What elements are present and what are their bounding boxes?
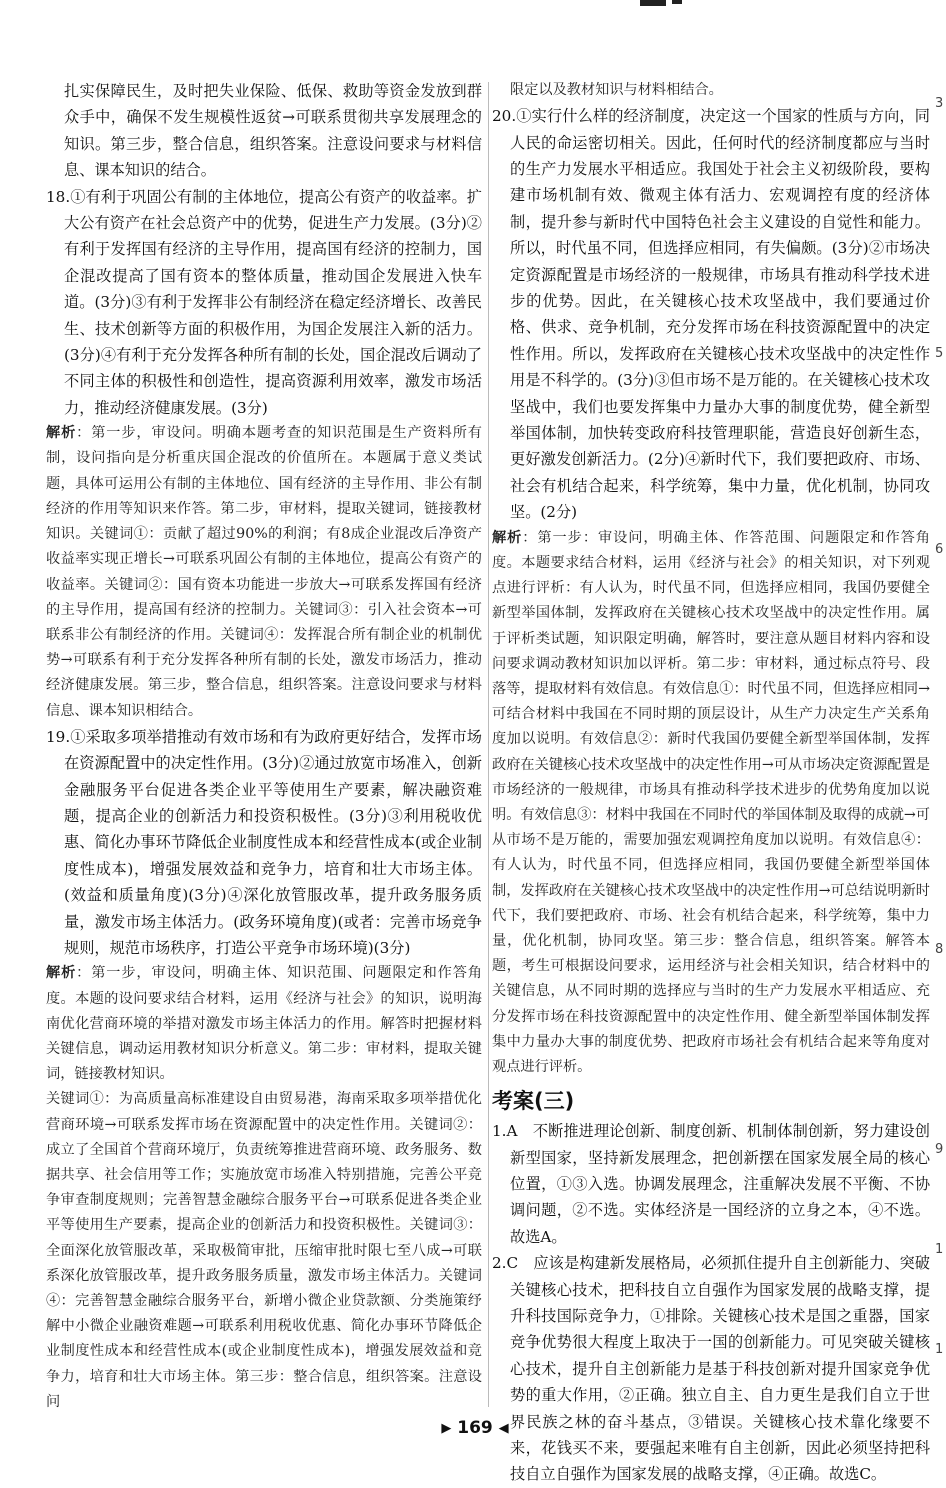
analysis-label: 解析 <box>46 425 77 442</box>
analysis-20 <box>492 526 930 1080</box>
answer-20: 20.①实行什么样的经济制度，决定这一个国家的性质与方向，同人民的命运密切相关。因此，任何时代的经济制度都应与当时的生产力发展水平相适应。我国处于社会主义初级阶段，要构建市场机制有效、微观主体有活力、宏观调控有度的经济体制，提升参与新时代中国特色社会主义建设的自觉性和能力。所以，时代虽不同，但选择应相同，有失偏颇。(3分)②市场决定资源配置是市场经济的一般规律，市场具有推动科学技术进步的优势。因此，在关键核心技术攻坚战中，我们要通过价格、供求、竞争机制，充分发挥市场在科技资源配置中的决定性作用。所以，发挥政府在关键核心技术攻坚战中的决定性作用是不科学的。(3分)③但市场不是万能的。在关键核心技术攻坚战中，我们也要发挥集中力量办大事的制度优势，健全新型举国体制，加快转变政府科技管理职能，营造良好创新生态，更好激发创新活力。(2分)④新时代下，我们要把政府、市场、社会有机结合起来，科学统筹，集中力量，优化机制，协同攻坚。(2分) <box>492 107 930 522</box>
analysis-18-text: ：第一步，审设问。明确本题考查的知识范围是生产资料所有制，设问指向是分析重庆国企混改的价值所在。本题属于意义类试题，具体可运用公有制的主体地位、国有经济的主导作用、非公有制经济的作用等知识来作答。第二步，审材料，提取关键词，链接教材知识。关键词①：贡献了超过90%的利润；有8成企业混改后净资产收益率实现正增长→可联系巩固公有制的主体地位，提高公有资产的收益率。关键词②：国有资本功能进一步放大→可联系发挥国有经济的主导作用，提高国有经济的控制力。关键词③：引入社会资本→可联系非公有制经济的作用。关键词④：发挥混合所有制企业的机制优势→可联系有利于充分发挥各种所有制的长处，激发市场活力，推动经济健康发展。第三步，整合信息，组织答案。注意设问要求与材料信息、课本知识相结合。 <box>46 425 482 719</box>
analysis-19-text: ：第一步，审设问，明确主体、知识范围、问题限定和作答角度。本题的设问要求结合材料，运用《经济与社会》的知识，说明海南优化营商环境的举措对激发市场主体活力的作用。解答时把握材料关键信息，调动运用教材知识分析意义。第二步：审材料，提取关键词，链接教材知识。 <box>46 965 482 1083</box>
edge-number: 1 <box>935 1342 944 1357</box>
edge-number: 5 <box>935 346 944 361</box>
right-triangle-icon: ▶ <box>441 1421 452 1436</box>
analysis-18 <box>46 421 482 723</box>
analysis-19 <box>46 961 482 1087</box>
right-column <box>492 78 930 1488</box>
page-number-value: 169 <box>457 1418 493 1438</box>
analysis-20-text: ：第一步：审设问，明确主体、作答范围、问题限定和作答角度。本题要求结合材料，运用《经济与社会》的相关知识，对下列观点进行评析：有人认为，时代虽不同，但选择应相同，我国仍要健全新型举国体制，发挥政府在关键核心技术攻坚战中的决定性作用。属于评析类试题，知识限定明确，解答时，要注意从题目材料内容和设问要求调动教材知识加以评析。第二步：审材料，通过标点符号、段落等，提取材料有效信息。有效信息①：时代虽不同，但选择应相同→可结合材料中我国在不同时期的顶层设计，从生产力决定生产关系角度加以说明。有效信息②：新时代我国仍要健全新型举国体制，发挥政府在关键核心技术攻坚战中的决定性作用→可从市场决定资源配置是市场经济的一般规律，市场具有推动科学技术进步的优势角度加以说明。有效信息③：材料中我国在不同时代的举国体制及取得的成就→可从市场不是万能的，需要加强宏观调控角度加以说明。有效信息④：有人认为，时代虽不同，但选择应相同，我国仍要健全新型举国体制，发挥政府在关键核心技术攻坚战中的决定性作用→可总结说明新时代下，我们要把政府、市场、社会有机结合起来，科学统筹，集中力量，优化机制，协同攻坚。第三步：整合信息，组织答案。解答本题，考生可根据设问要求，运用经济与社会相关知识，结合材料中的关键信息，从不同时期的选择应与当时的生产力发展水平相适应、充分发挥市场在科技资源配置中的决定性作用、健全新型举国体制发挥集中力量办大事的制度优势、把政府市场社会有机结合起来等角度对观点进行评析。 <box>492 529 930 1075</box>
left-triangle-icon: ◀ <box>498 1421 509 1436</box>
column-divider <box>488 82 489 1407</box>
answer-18: 18.①有利于巩固公有制的主体地位，提高公有资产的收益率。扩大公有资产在社会总资产中的优势，促进生产力发展。(3分)②有利于发挥国有经济的主导作用，提高国有经济的控制力，国企混改提高了国有资本的整体质量，推动国企发展进入快车道。(3分)③有利于发挥非公有制经济在稳定经济增长、改善民生、技术创新等方面的积极作用，为国企发展注入新的活力。(3分)④有利于充分发挥各种所有制的长处，国企混改后调动了不同主体的积极性和创造性，提高资源利用效率，激发市场活力，推动经济健康发展。(3分) <box>46 187 482 417</box>
edge-number: 9 <box>935 1142 944 1157</box>
left-column <box>46 78 482 1415</box>
analysis-19-keywords: 关键词①：为高质量高标准建设自由贸易港，海南采取多项举措优化营商环境→可联系发挥市场在资源配置中的决定性作用。关键词②：成立了全国首个营商环境厅，负责统筹推进营商环境、政务服务、数据共享、社会信用等工作；实施放宽市场准入特别措施，完善公平竞争审查制度规则；完善智慧金融综合服务平台→可联系促进各类企业平等使用生产要素，提高企业的创新活力和投资积极性。关键词③：全面深化放管服改革，采取极简审批，压缩审批时限七至八成→可联系深化放管服改革，提升政务服务质量，激发市场主体活力。关键词④：完善智慧金融综合服务平台，新增小微企业贷款额、分类施策纾解中小微企业融资难题→可联系利用税收优惠、简化办事环节降低企业制度性成本和经营性成本(或企业制度性成本)，增强发展效益和竞争力，培育和壮大市场主体。第三步：整合信息，组织答案。注意设问 <box>46 1091 482 1410</box>
answer-1: 1.A 不断推进理论创新、制度创新、机制体制创新，努力建设创新型国家，坚持新发展理念，把创新摆在国家发展全局的核心位置，①③入选。协调发展理念，注重解决发展不平衡、不协调问题，②不选。实体经济是一国经济的立身之本，④不选。故选A。 <box>492 1122 930 1246</box>
answer-17-continuation: 扎实保障民生，及时把失业保险、低保、救助等资金发放到群众手中，确保不发生规模性返贫→可联系贯彻共享发展理念的知识。第三步，整合信息，组织答案。注意设问要求与材料信息、课本知识的结合。 <box>64 82 482 180</box>
top-crop-mark <box>640 0 666 6</box>
edge-number: 3 <box>935 96 944 111</box>
answer-19: 19.①采取多项举措推动有效市场和有为政府更好结合，发挥市场在资源配置中的决定性作用。(3分)②通过放宽市场准入，创新金融服务平台促进各类企业平等使用生产要素，解决融资难题，提高企业的创新活力和投资积极性。(3分)③利用税收优惠、简化办事环节降低企业制度性成本和经营性成本(或企业制度性成本)，增强发展效益和竞争力，培育和壮大市场主体。(效益和质量角度)(3分)④深化放管服改革，提升政务服务质量，激发市场主体活力。(政务环境角度)(或者：完善市场竞争规则，规范市场秩序，打造公平竞争市场环境)(3分) <box>46 727 482 957</box>
section-heading: 考案(三) <box>492 1089 575 1114</box>
analysis-19-continuation: 限定以及教材知识与材料相结合。 <box>510 82 723 98</box>
analysis-label: 解析 <box>46 965 77 982</box>
edge-number: 8 <box>935 942 944 957</box>
edge-number: 6 <box>935 542 944 557</box>
edge-number: 1 <box>935 1242 944 1257</box>
top-crop-mark-small <box>672 0 682 4</box>
analysis-label: 解析 <box>492 529 523 546</box>
answer-2: 2.C 应该是构建新发展格局，必须抓住提升自主创新能力、突破关键核心技术，把科技自立自强作为国家发展的战略支撑，提升科技国际竞争力，①排除。关键核心技术是国之重器，国家竞争优势很大程度上取决于一国的创新能力。可见突破关键核心技术，提升自主创新能力是基于科技创新对提升国家竞争优势的重大作用，②正确。独立自主、自力更生是我们自立于世界民族之林的奋斗基点，③错误。关键核心技术靠化缘要不来，花钱买不来，要强起来唯有自主创新，因此必须坚持把科技自立自强作为国家发展的战略支撑，④正确。故选C。 <box>492 1254 930 1484</box>
page-number <box>420 1418 530 1438</box>
